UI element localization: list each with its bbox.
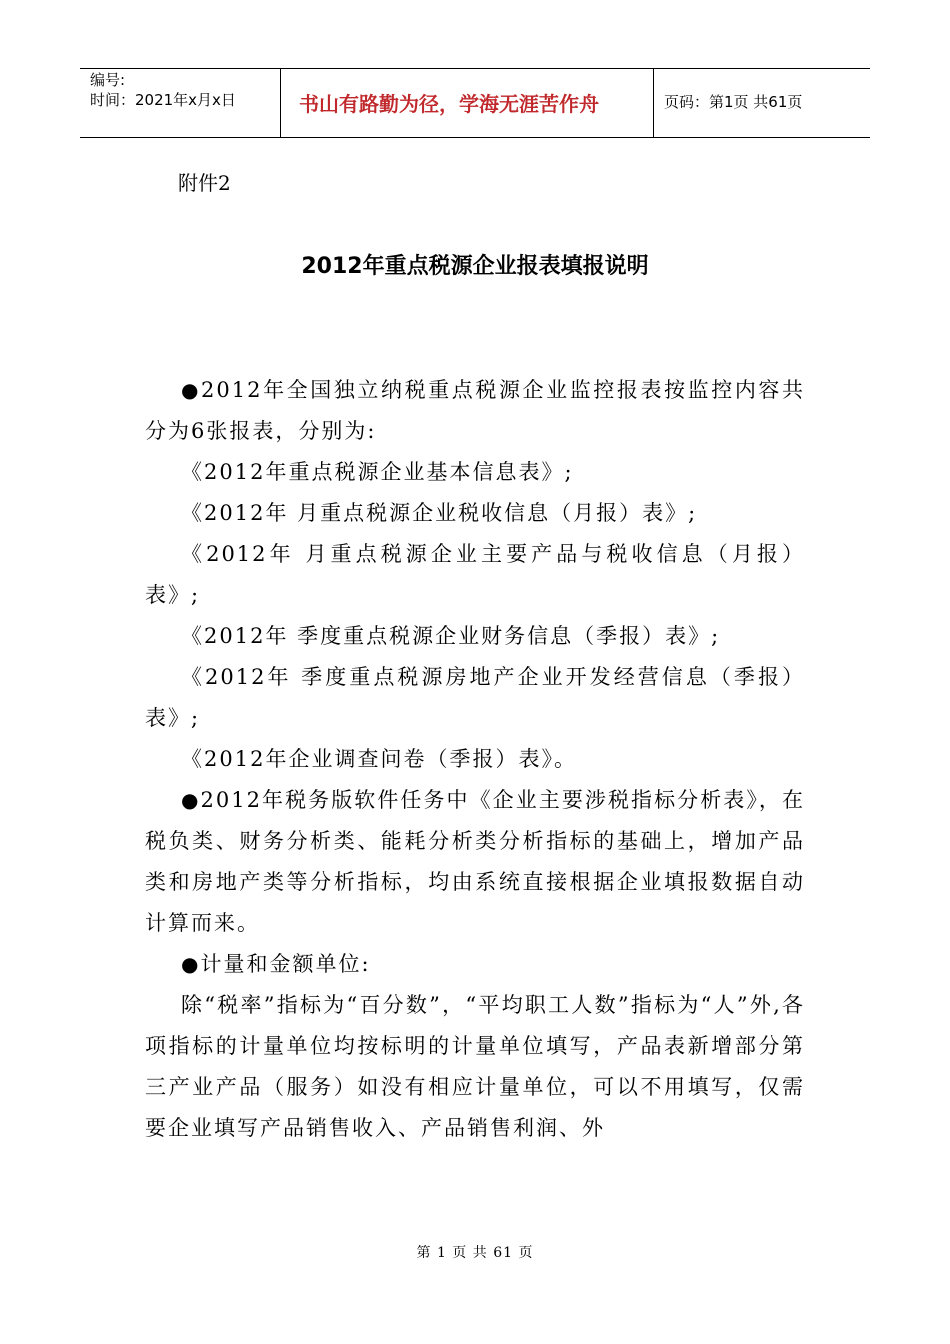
document-body <box>145 370 805 1149</box>
paragraph-text: 2012年税务版软件任务中《企业主要涉税指标分析表》，在税负类、财务分析类、能耗分析类分析指标的基础上，增加产品类和房地产类等分析指标，均由系统直接根据企业填报数据自动计算而来。 <box>145 788 805 935</box>
header-info-cell <box>80 69 281 137</box>
report-item: 《2012年 季度重点税源企业财务信息（季报）表》; <box>181 624 721 648</box>
report-item: 《2012年重点税源企业基本信息表》; <box>181 460 574 484</box>
page-header <box>80 68 870 138</box>
document-title: 2012年重点税源企业报表填报说明 <box>301 254 649 279</box>
paragraph-units-heading <box>145 944 805 985</box>
header-page-cell <box>654 69 870 137</box>
report-item: 《2012年 月重点税源企业主要产品与税收信息（月报）表》; <box>145 542 805 607</box>
bullet-icon: ● <box>181 378 202 402</box>
header-page-info: 页码：第1页 共61页 <box>664 93 803 111</box>
paragraph-text: 计量和金额单位: <box>200 952 371 976</box>
page-footer: 第 1 页 共 61 页 <box>416 1245 534 1261</box>
paragraph-text: 2012年全国独立纳税重点税源企业监控报表按监控内容共分为6张报表，分别为: <box>145 378 805 443</box>
paragraph-analysis <box>145 780 805 944</box>
report-item: 《2012年企业调查问卷（季报）表》。 <box>181 747 577 771</box>
header-number-label: 编号: <box>90 71 126 89</box>
paragraph-intro <box>145 370 805 452</box>
report-item: 《2012年 月重点税源企业税收信息（月报）表》; <box>181 501 698 525</box>
bullet-icon: ● <box>181 788 201 812</box>
bullet-icon: ● <box>181 952 201 976</box>
paragraph-units: 除“税率”指标为“百分数”，“平均职工人数”指标为“人”外,各项指标的计量单位均按标明的计量单位填写，产品表新增部分第三产业产品（服务）如没有相应计量单位，可以不用填写，仅需要企业填写产品销售收入、产品销售利润、外 <box>145 993 805 1140</box>
report-item: 《2012年 季度重点税源房地产企业开发经营信息（季报）表》; <box>145 665 805 730</box>
attachment-label: 附件2 <box>178 171 231 195</box>
header-motto: 书山有路勤为径，学海无涯苦作舟 <box>299 92 599 116</box>
header-time-label: 时间：2021年x月x日 <box>90 91 236 109</box>
header-motto-cell <box>281 69 654 137</box>
